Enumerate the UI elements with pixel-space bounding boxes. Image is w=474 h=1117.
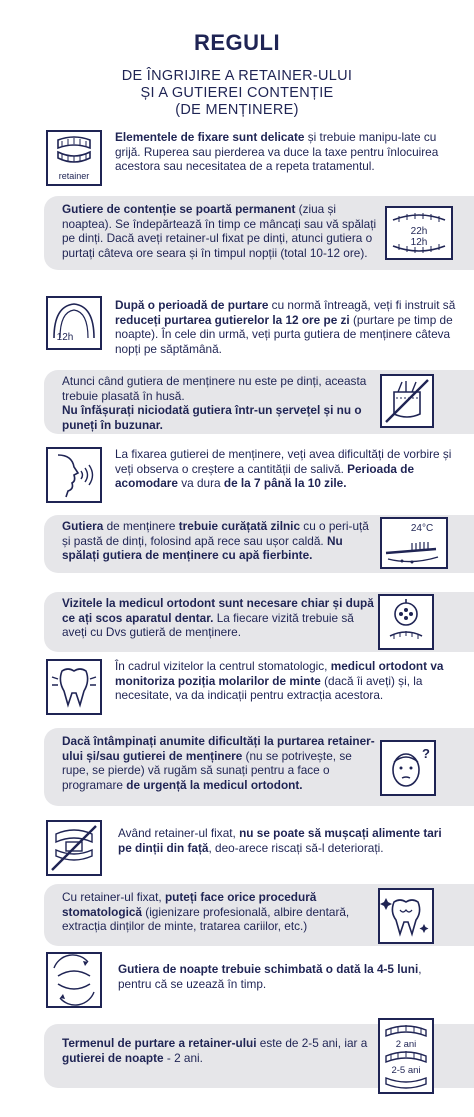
rule-item — [0, 196, 474, 270]
rule-text: La fixarea gutierei de menținere, veți avea dificultăți de vorbire și veți observa o creștere a cantității de salivă. Perioada de acomodare va dura de la 7 până la 10 zile. — [115, 447, 452, 490]
sparkling-tooth-icon — [378, 888, 434, 944]
rule-text: Termenul de purtare a retainer-ului este de 2-5 ani, iar a gutierei de noapte - 2 ani. — [62, 1036, 368, 1065]
rule-text: Gutiera de menținere trebuie curățată zilnic cu o peri-uță și pastă de dinți, folosind apă rece sau ușor caldă. Nu spălați gutiera de menținere cu apă fierbinte. — [62, 519, 369, 562]
subtitle-line: ȘI A GUTIEREI CONTENȚIE — [140, 85, 334, 101]
temperature-label: 24°C — [410, 523, 434, 534]
tray-12h-label: 12h — [56, 332, 74, 343]
hours-12-label: 12h — [410, 237, 428, 248]
rule-text: Având retainer-ul fixat, nu se poate să mușcați alimente tari pe dinții din față, deo-arece riscați să-l deteriorați. — [118, 826, 442, 855]
rule-item — [0, 657, 474, 719]
rule-item — [0, 950, 474, 1012]
hours-22-label: 22h — [410, 226, 428, 237]
rule-text: Gutiere de contenție se poartă permanent (ziua și noaptea). Se îndepărtează în timp ce mâncați sau vă spălați pe dinți. Dacă aveți retainer-ul fixat pe dinți, atunci gutiera o purtați câteva ore seara și în timpul nopții (total 10-12 ore). — [62, 202, 377, 260]
question-face-icon — [380, 740, 436, 796]
years-2-5-label: 2-5 ani — [391, 1065, 421, 1076]
rule-text: Gutiera de noapte trebuie schimbată o dată la 4-5 luni, pentru că se uzează în timp. — [118, 962, 422, 991]
rule-text: Elementele de fixare sunt delicate și trebuie manipu-late cu grijă. Ruperea sau pierderea va duce la taxe pentru înlocuirea acestora sau necesitatea de a repeta tratamentul. — [115, 130, 439, 173]
rule-text: Atunci când gutiera de menținere nu este pe dinți, aceasta trebuie plasată în husă. Nu înfășurați niciodată gutiera într-un șervețel și nu o puneți în buzunar. — [62, 374, 367, 432]
hours-22-12-icon — [385, 206, 453, 260]
aligner-12h-icon — [46, 296, 102, 350]
speaking-face-icon — [46, 447, 102, 503]
retainer-label: retainer — [58, 171, 90, 181]
rule-item — [0, 370, 474, 434]
rule-item — [0, 515, 474, 573]
years-icon — [378, 1018, 434, 1094]
page-subtitle — [0, 68, 474, 119]
page-title: REGULI — [193, 30, 281, 55]
rule-text: După o perioadă de purtare cu normă întreagă, veți fi instruit să reduceți purtarea gutierelor la 12 ore pe zi (purtare pe timp de noapte). În cele din urmă, veți purta gutiera de menținere câteva nopți pe săptămână. — [115, 298, 456, 356]
subtitle-line: DE ÎNGRIJIRE A RETAINER-ULUI — [121, 68, 353, 84]
years-2-label: 2 ani — [395, 1039, 417, 1050]
rule-item — [0, 884, 474, 946]
header — [0, 30, 474, 119]
rule-text: Cu retainer-ul fixat, puteți face orice procedură stomatologică (igienizare profesională, albire dentară, extracția dinților de minte, tratarea cariilor, etc.) — [62, 890, 350, 933]
rule-text: În cadrul vizitelor la centrul stomatologic, medicul ortodont va monitoriza poziția molarilor de minte (dacă îi aveți) și, la necesitate, va da indicații pentru extracția acestora. — [115, 659, 444, 702]
retainer-teeth-icon — [46, 130, 102, 186]
rule-text: Dacă întâmpinați anumite dificultăți la purtarea retainer-ului și/sau gutierei de menținere (nu se potrivește, se rupe, se pierde) vă rugăm să sunați pentru a face o programare de urgență la medicul ortodont. — [62, 734, 375, 792]
rule-text: Vizitele la medicul ortodont sunt necesare chiar și după ce ați scos aparatul dentar. La fiecare vizită trebuie să aveți cu Dvs gutieră de menținere. — [62, 596, 374, 639]
toothbrush-temperature-icon — [380, 517, 448, 569]
no-pocket-icon — [380, 374, 434, 428]
rule-item — [0, 728, 474, 806]
dental-lamp-icon — [378, 594, 434, 650]
svg-text:?: ? — [422, 746, 430, 761]
rule-item — [0, 818, 474, 880]
rule-item — [0, 128, 474, 190]
wisdom-tooth-icon — [46, 659, 102, 715]
rule-item — [0, 294, 474, 356]
replace-cycle-icon — [46, 952, 102, 1008]
rule-item — [0, 1018, 474, 1096]
no-hard-food-icon — [46, 820, 102, 876]
rule-item — [0, 445, 474, 507]
rule-item — [0, 592, 474, 652]
subtitle-line: (DE MENȚINERE) — [175, 102, 299, 118]
